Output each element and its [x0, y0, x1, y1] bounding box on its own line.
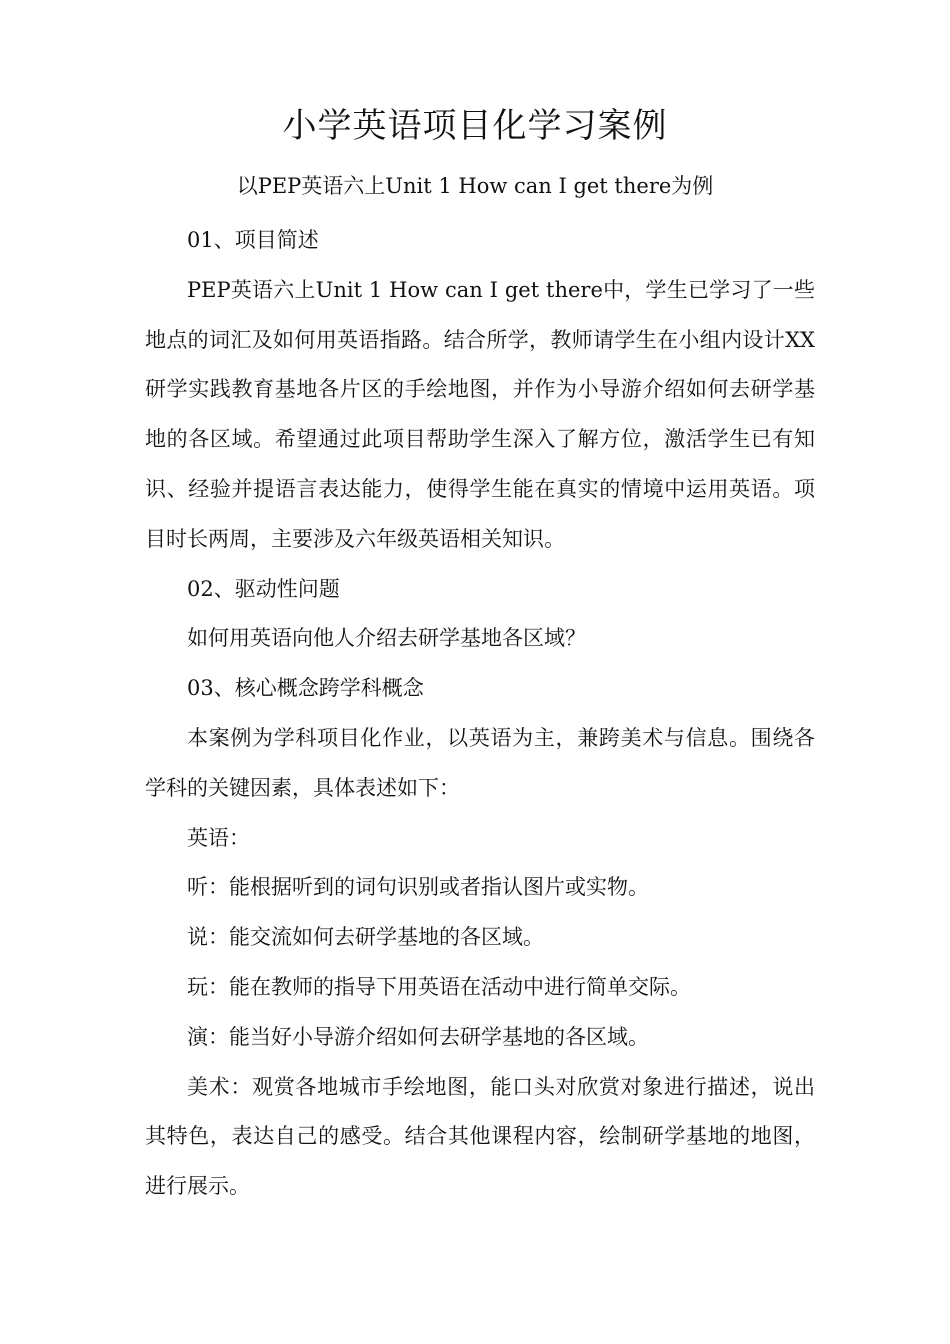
- playing-item: 玩：能在教师的指导下用英语在活动中进行简单交际。: [187, 974, 691, 999]
- core-concepts-paragraph: 本案例为学科项目化作业，以英语为主，兼跨美术与信息。围绕各学科的关键因素，具体表述如下：: [145, 725, 815, 800]
- english-label: 英语：: [187, 825, 250, 850]
- section-heading-driving-question: 02、驱动性问题: [187, 576, 340, 601]
- document-subtitle: 以PEP英语六上Unit 1 How can I get there为例: [236, 174, 714, 198]
- document-title: 小学英语项目化学习案例: [282, 106, 668, 146]
- document-body: [145, 216, 815, 1212]
- listening-item: 听：能根据听到的词句识别或者指认图片或实物。: [187, 875, 649, 900]
- speaking-item: 说：能交流如何去研学基地的各区域。: [187, 925, 544, 950]
- overview-paragraph: PEP英语六上Unit 1 How can I get there中，学生已学习了一些地点的词汇及如何用英语指路。结合所学，教师请学生在小组内设计XX研学实践教育基地各片区的手绘地图，并作为小导游介绍如何去研学基地的各区域。希望通过此项目帮助学生深入了解方位，激活学生已有知识、经验并提语言表达能力，使得学生能在真实的情境中运用英语。项目时长两周，主要涉及六年级英语相关知识。: [145, 277, 815, 551]
- section-heading-core-concepts: 03、核心概念跨学科概念: [187, 676, 424, 701]
- art-paragraph: 美术：观赏各地城市手绘地图，能口头对欣赏对象进行描述，说出其特色，表达自己的感受。结合其他课程内容，绘制研学基地的地图，进行展示。: [145, 1074, 815, 1199]
- driving-question-paragraph: 如何用英语向他人介绍去研学基地各区域？: [187, 626, 586, 651]
- section-heading-overview: 01、项目简述: [187, 228, 319, 252]
- performing-item: 演：能当好小导游介绍如何去研学基地的各区域。: [187, 1024, 649, 1049]
